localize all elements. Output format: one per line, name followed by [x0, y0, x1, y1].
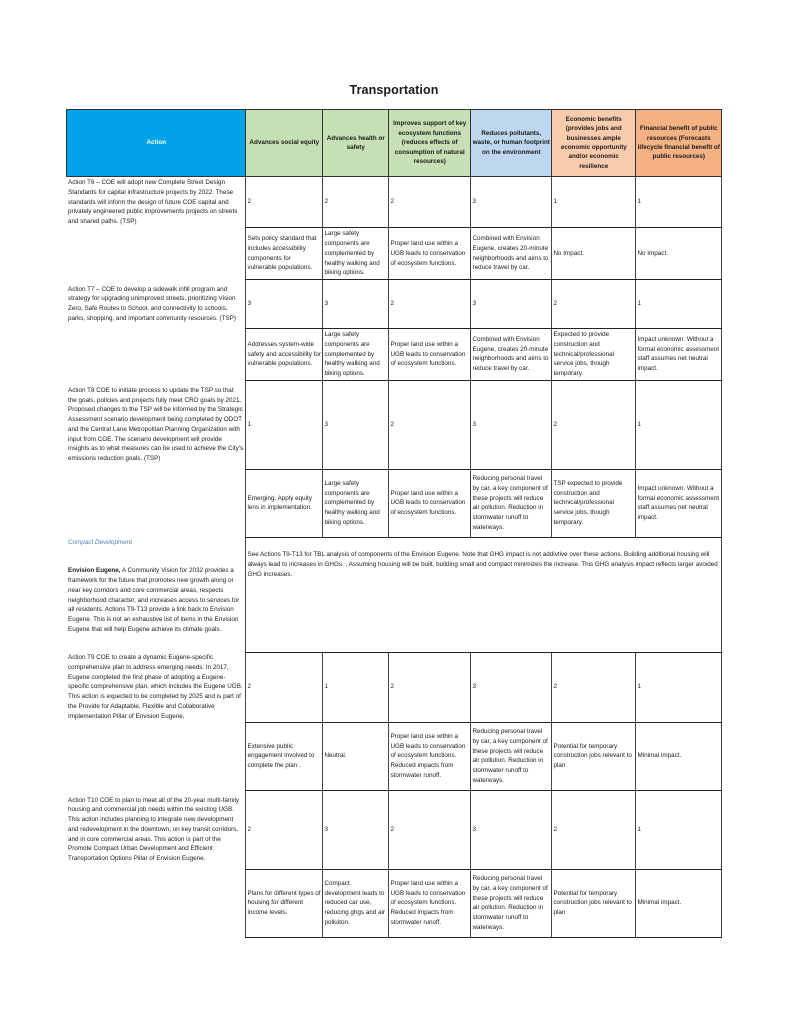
note-cell: Sets policy standard that includes accessibility components for vulnerable populations.	[246, 228, 323, 280]
envision-row	[67, 549, 722, 652]
score-row	[67, 177, 722, 228]
note-cell: No Impact.	[636, 228, 722, 280]
envision-note: See Actions T9-T13 for TBL analysis of components of the Envision Eugene. Note that GHG impact is not addivtive over these actions. Building additional housing will always lead to increases in GHGs. . Assuming housing will be built, building small and compact minimizes the increase. This GHG analysis impact reflects larger avoided GHG increases.	[246, 549, 722, 652]
envision-intro	[67, 549, 246, 652]
note-row	[67, 722, 722, 790]
score-row	[67, 380, 722, 469]
note-cell: Impact unknown. Without a formal economic assessment staff assumes net neutral impact.	[636, 469, 722, 537]
header-pollutants: Reduces pollutants, waste, or human footprint on the environment	[471, 110, 552, 177]
note-cell: Compact development leads to reduced car use, reducing ghgs and air polluiton.	[323, 869, 389, 937]
envision-title: Envision Eugene,	[68, 567, 121, 575]
note-cell: Proper land use within a UGB leads to conservation of ecosystem functions. Reduced impacts from stormwater runoff.	[389, 722, 471, 790]
header-row	[67, 110, 722, 177]
score-cell: 2	[552, 380, 636, 469]
score-cell: 2	[552, 652, 636, 722]
score-cell: 3	[323, 380, 389, 469]
score-cell: 2	[552, 790, 636, 869]
note-cell: Reducing personal travel by car, a key component of these projects will reduce air pollution. Reduction in stormwater runoff to waterways.	[471, 722, 552, 790]
note-cell: Expected to provide construction and technical/professional service jobs, though temporary.	[552, 329, 636, 381]
note-row	[67, 329, 722, 381]
empty-action	[67, 228, 246, 280]
note-cell: Emerging. Apply equity lens in implementation.	[246, 469, 323, 537]
score-row	[67, 790, 722, 869]
score-row	[67, 652, 722, 722]
note-row	[67, 228, 722, 280]
note-cell: Reducing personal travel by car, a key component of these projects will reduce air pollution. Reduction in stormwater runoff to waterways.	[471, 869, 552, 937]
note-cell: TSP expected to provide construction and technical/professional service jobs, though temporary.	[552, 469, 636, 537]
note-cell: Combined with Envision Eugene, creates 20-minute neighborhoods and aims to reduce travel by car.	[471, 329, 552, 381]
score-cell: 2	[246, 652, 323, 722]
score-cell: 1	[636, 380, 722, 469]
category-label: Compact Development	[68, 539, 133, 547]
header-financial: Financial benefit of public resources (Forecasts lifecycle financial benefit of public resources)	[636, 110, 722, 177]
action-text: Action T8 COE to initiate process to update the TSP so that the goals, policies and projects fully meet CRO goals by 2021. Proposed changes to the TSP will be informed by the Strategic Assessment scenario development being completed by ODOT and the Central Lane Metropolitan Planning Organization with input from COE. The scenario development will provide insights as to what measures can be used to achieve the City's emissions reduction goals. (TSP)	[68, 386, 244, 462]
empty-action	[67, 869, 246, 937]
note-cell: Large safety components are complemented by healthy walking and biking options.	[323, 329, 389, 381]
score-cell: 3	[471, 790, 552, 869]
score-cell: 1	[636, 280, 722, 329]
score-cell: 3	[471, 652, 552, 722]
note-cell: Large safety components are complemented by healthy walking and biking options.	[323, 228, 389, 280]
note-cell: Reducing personal travel by car, a key component of these projects will reduce air pollution. Reduction in stormwater runoff to waterways.	[471, 469, 552, 537]
score-cell: 3	[471, 380, 552, 469]
score-cell: 2	[389, 177, 471, 228]
header-health-safety: Advances health or safety	[323, 110, 389, 177]
note-cell: Combined with Envision Eugene, creates 20-minute neighborhoods and aims to reduce travel by car.	[471, 228, 552, 280]
score-cell: 1	[636, 177, 722, 228]
score-cell: 2	[389, 790, 471, 869]
score-cell: 2	[389, 380, 471, 469]
action-text: Action T7 – COE to develop a sidewalk infill program and strategy for upgrading unimproved streets, prioritizing Vision Zero, Safe Routes to School, and connectivity to schools, parks, shopping, and important community resources. (TSP)	[68, 285, 236, 322]
note-row	[67, 869, 722, 937]
note-cell: Extensive public engagement involved to complete the plan .	[246, 722, 323, 790]
envision-text: A Community Vision for 2032 provides a framework for the future that promotes new growth along or near key corridors and core commercial areas, respects neighborhood character, and increases access to services for all residents. Actions T9-T13 provide a link back to Envision Eugene. This is not an exhaustive list of items in the Envision Eugene that will help Eugene achieve its climate goals.	[68, 567, 240, 633]
note-cell: No Impact.	[552, 228, 636, 280]
note-cell: Proper land use within a UGB leads to conservation of ecosystem functions.	[389, 228, 471, 280]
header-ecosystem: Improves support of key ecosystem functions (reduces effects of consumption of natural resources)	[389, 110, 471, 177]
score-cell: 3	[471, 177, 552, 228]
score-cell: 1	[552, 177, 636, 228]
score-cell: 3	[323, 280, 389, 329]
score-cell: 1	[323, 652, 389, 722]
score-cell: 1	[246, 380, 323, 469]
score-cell: 2	[552, 280, 636, 329]
score-cell: 2	[389, 652, 471, 722]
note-cell: Proper land use within a UGB leads to conservation of ecosystem functions. Reduced impacts from stormwater runoff.	[389, 869, 471, 937]
note-cell: Plans for different types of housing for different income levels.	[246, 869, 323, 937]
note-cell: Impact unknown. Without a formal economic assessment staff assumes net neutral impact.	[636, 329, 722, 381]
note-cell: Potential for temporary construction jobs relevant to plan	[552, 869, 636, 937]
action-text: Action T9 COE to create a dynamic Eugene-specific comprehensive plan to address emerging needs. In 2017, Eugene completed the first phase of adopting a Eugene-specific comprehensive plan, which includes the Eugene UGB. This action is expected to be completed by 2025 and is part of the Provide for Adaptable, Flexible and Collaborative Implementation Pillar of Envision Eugene.	[68, 654, 243, 720]
score-cell: 2	[323, 177, 389, 228]
empty-action	[67, 329, 246, 381]
score-cell: 1	[636, 652, 722, 722]
score-cell: 2	[246, 790, 323, 869]
empty-action	[67, 469, 246, 537]
score-cell: 3	[323, 790, 389, 869]
tbl-analysis-table	[66, 109, 722, 938]
note-cell: Proper land use within a UGB leads to conservation of ecosystem functions.	[389, 329, 471, 381]
action-text: Action T10 COE to plan to meet all of the 20-year multi-family housing and commercial job needs within the existing UGB. This action includes planning to integrate new development and redevelopment in the downtown, on key transit corridors, and in core commercial areas. This action is part of the Promote Compact Urban Development and Efficient Transportation Options Pillar of Envision Eugene.	[68, 796, 240, 863]
score-cell: 1	[636, 790, 722, 869]
note-row	[67, 469, 722, 537]
note-cell: Large safety components are complemented by healthy walking and biking options.	[323, 469, 389, 537]
header-action: Action	[67, 110, 246, 177]
note-cell: Minimal impact.	[636, 722, 722, 790]
empty-action	[67, 722, 246, 790]
note-cell: Addresses system-wide safety and accessibility for vulnerable populations.	[246, 329, 323, 381]
score-cell: 3	[471, 280, 552, 329]
score-cell: 2	[389, 280, 471, 329]
score-cell: 2	[246, 177, 323, 228]
note-cell: Proper land use within a UGB leads to conservation of ecosystem functions.	[389, 469, 471, 537]
note-cell: Minimal impact.	[636, 869, 722, 937]
note-cell: Potential for temporary construction jobs relevant to plan	[552, 722, 636, 790]
category-row	[67, 537, 722, 549]
note-cell: Neutral.	[323, 722, 389, 790]
score-cell: 3	[246, 280, 323, 329]
header-economic: Economic benefits (provides jobs and businesses ample economic opportunity and/or economic resilience	[552, 110, 636, 177]
header-social-equity: Advances social equity	[246, 110, 323, 177]
score-row	[67, 280, 722, 329]
page-title: Transportation	[349, 83, 439, 97]
action-text: Action T6 – COE will adopt new Complete Street Design Standards for capital infrastructure projects by 2022. These standards will inform the design of future COE capital and privately engineered public improvements projects on streets and shared paths. (TSP)	[68, 179, 238, 225]
